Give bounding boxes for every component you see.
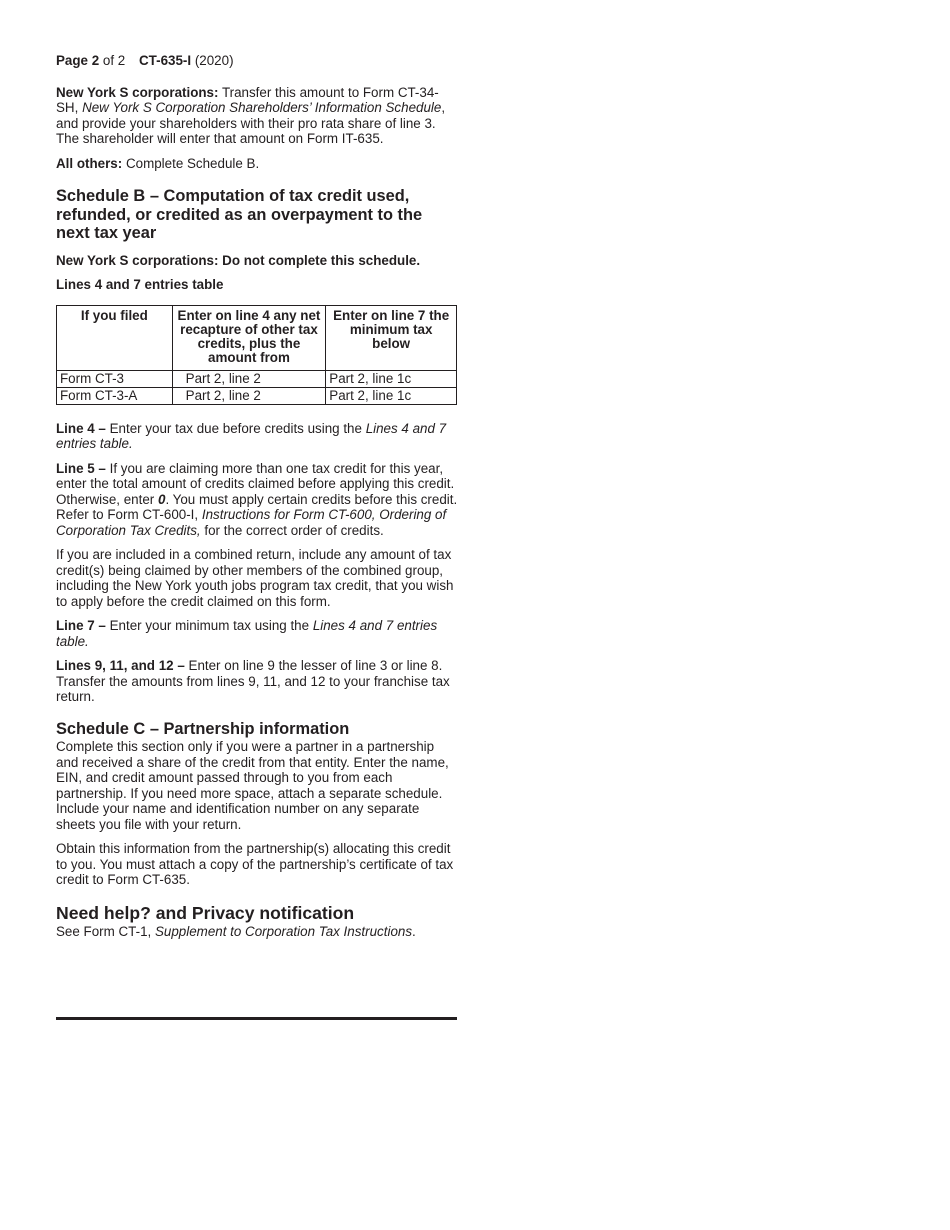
- ny-s-label: New York S corporations:: [56, 84, 219, 100]
- lines-9-text: Enter on line 9 the lesser of line 3 or line 8. Transfer the amounts from lines 9, 11, and 12 to your franchise tax return.: [56, 658, 450, 704]
- column-header: Enter on line 4 any net recapture of other tax credits, plus the amount from: [172, 305, 326, 370]
- line-7-label: Line 7 –: [56, 618, 106, 633]
- column-header: Enter on line 7 the minimum tax below: [326, 305, 457, 370]
- need-help-see: See Form CT-1,: [56, 923, 152, 939]
- line-5-italic: Instructions for Form CT-600, Ordering of Corporation Tax Credits,: [56, 507, 447, 538]
- need-help-end: .: [412, 923, 416, 939]
- ny-s-italic: New York S Corporation Shareholders’ Information Schedule: [82, 100, 442, 115]
- left-column: [56, 53, 458, 939]
- column-header: If you filed: [57, 305, 173, 370]
- form-id: CT-635-I: [139, 53, 192, 68]
- all-others-text: Complete Schedule B.: [125, 155, 260, 171]
- line-5-label: Line 5 –: [56, 460, 106, 476]
- need-help-text: [56, 924, 458, 940]
- all-others-label: All others:: [56, 155, 123, 171]
- line-5-zero: 0: [157, 491, 166, 507]
- table-row: [57, 387, 457, 404]
- form-year: (2020): [194, 53, 234, 68]
- need-help-title: Need help? and Privacy notification: [56, 902, 355, 923]
- line-5-instructions: [56, 461, 458, 539]
- combined-return-paragraph: If you are included in a combined return, include any amount of tax credit(s) being claimed by other members of the combined group, including the New York youth jobs program tax credit, that you wish to apply before the credit claimed on this form.: [56, 547, 454, 609]
- table-cell: Part 2, line 2: [172, 387, 326, 404]
- page-count: of 2: [102, 53, 126, 68]
- table-cell: Part 2, line 1c: [326, 387, 457, 404]
- table-cell: Form CT-3-A: [57, 387, 173, 404]
- schedule-c-paragraph-1: Complete this section only if you were a partner in a partnership and received a share of the credit from that entity. Enter the name, EIN, and credit amount passed through to you from each partnership. If you need more space, attach a separate schedule. Include your name and identification number on any separate sheets you file with your return.: [56, 739, 449, 832]
- page-number: Page 2: [56, 53, 100, 68]
- table-caption: Lines 4 and 7 entries table: [56, 277, 224, 292]
- bottom-rule: [56, 1017, 457, 1020]
- ny-s-text-2: , and provide your shareholders with their pro rata share of line 3. The shareholder will enter that amount on Form IT-635.: [56, 100, 446, 146]
- table-cell: Part 2, line 2: [172, 370, 326, 387]
- schedule-b-title: Schedule B – Computation of tax credit used, refunded, or credited as an overpayment to the next tax year: [56, 187, 423, 242]
- table-row: [57, 370, 457, 387]
- line-4-italic: Lines 4 and 7 entries table.: [56, 420, 447, 451]
- line-4-label: Line 4 –: [56, 420, 106, 436]
- page-header: [56, 53, 458, 69]
- line-4-text: Enter your tax due before credits using the: [109, 420, 362, 436]
- line-5-text: If you are claiming more than one tax credit for this year, enter the total amount of credits claimed before applying this credit. Otherwise, enter: [56, 460, 455, 507]
- line-7-italic: Lines 4 and 7 entries table.: [56, 618, 438, 649]
- lines-9-11-12-instructions: [56, 658, 458, 705]
- lines-9-label: Lines 9, 11, and 12 –: [56, 658, 185, 673]
- schedule-b-ny-s-note: New York S corporations: Do not complete this schedule.: [56, 252, 421, 268]
- line-4-instructions: [56, 421, 458, 452]
- line-7-text: Enter your minimum tax using the: [109, 618, 310, 633]
- table-header-row: [57, 305, 457, 370]
- schedule-c-paragraph-2: Obtain this information from the partnership(s) allocating this credit to you. You must attach a copy of the partnership’s certificate of tax credit to Form CT-635.: [56, 841, 454, 887]
- table-cell: Form CT-3: [57, 370, 173, 387]
- need-help-italic: Supplement to Corporation Tax Instructions: [154, 923, 413, 939]
- line-7-instructions: [56, 618, 458, 649]
- ny-s-text: Transfer this amount to Form CT-34-SH,: [56, 84, 439, 115]
- line-5-text-3: for the correct order of credits.: [204, 522, 384, 538]
- schedule-c-title: Schedule C – Partnership information: [56, 719, 350, 738]
- ny-s-corporations-paragraph: [56, 85, 458, 147]
- lines-4-7-entries-table: [56, 305, 457, 405]
- table-cell: Part 2, line 1c: [326, 370, 457, 387]
- all-others-paragraph: [56, 156, 458, 172]
- line-5-text-2: . You must apply certain credits before this credit. Refer to Form CT-600-I,: [56, 491, 458, 522]
